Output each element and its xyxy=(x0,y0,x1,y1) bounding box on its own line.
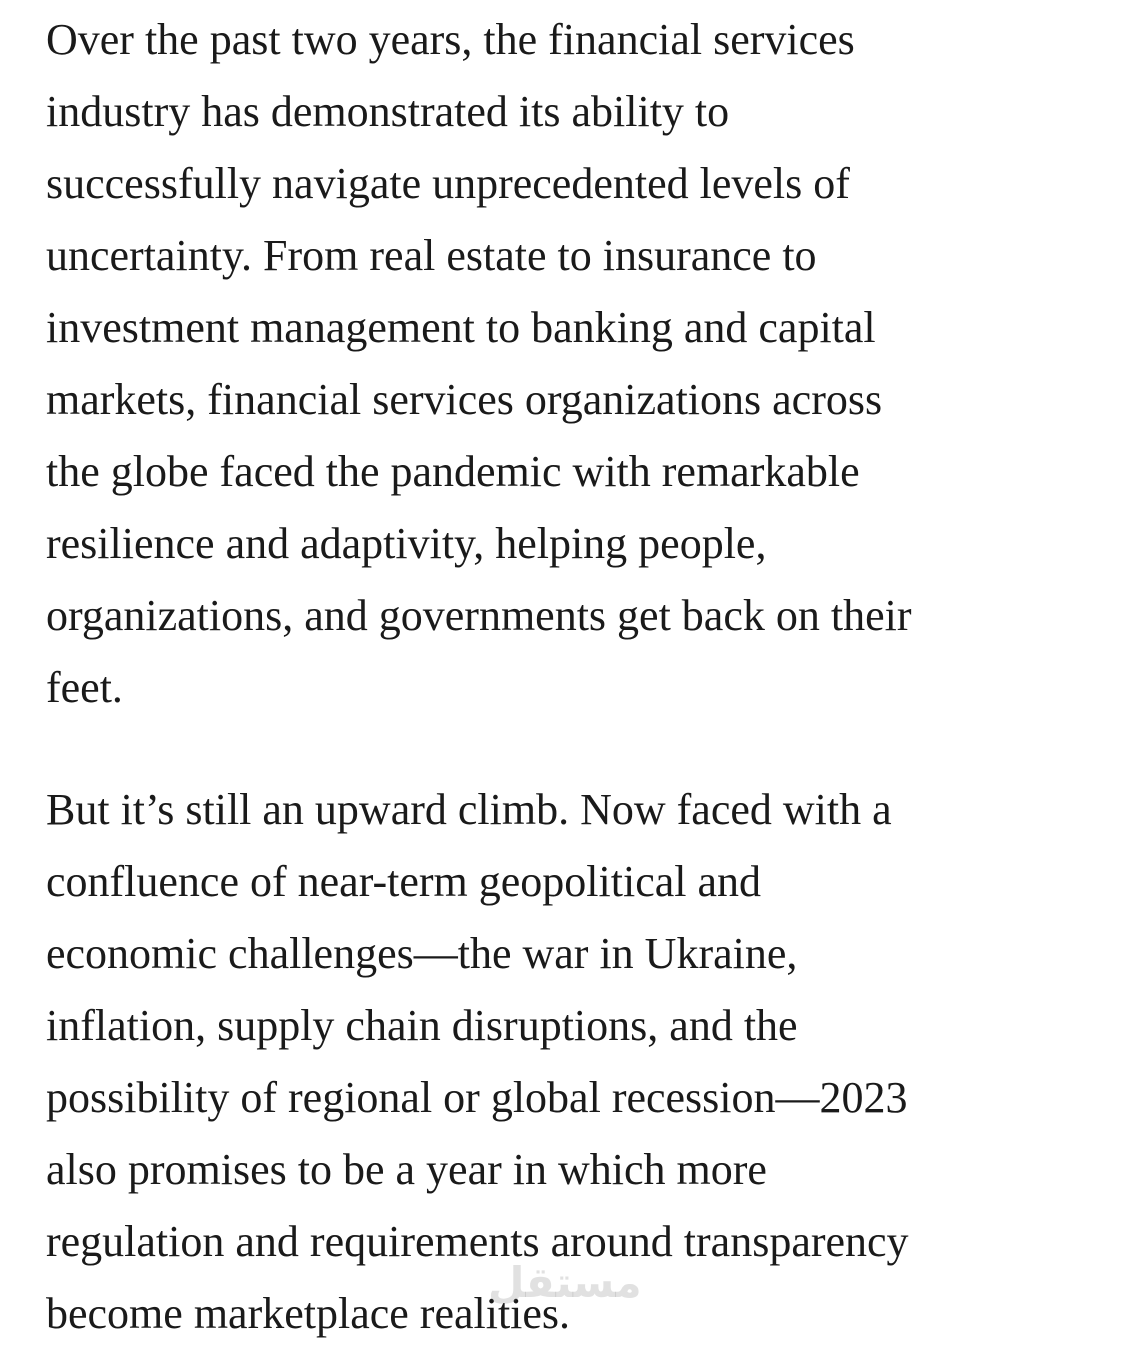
text-line: economic challenges—the war in Ukraine, xyxy=(46,929,798,978)
paragraph-2 xyxy=(46,774,1086,1350)
text-line: successfully navigate unprecedented levels of xyxy=(46,159,850,208)
text-line: inflation, supply chain disruptions, and the xyxy=(46,1001,798,1050)
text-line: resilience and adaptivity, helping people, xyxy=(46,519,767,568)
text-line: uncertainty. From real estate to insurance to xyxy=(46,231,817,280)
text-line: become marketplace realities. xyxy=(46,1289,571,1338)
text-line: possibility of regional or global recession—2023 xyxy=(46,1073,908,1122)
text-line: markets, financial services organizations across xyxy=(46,375,883,424)
article-body xyxy=(46,0,1086,1350)
text-line: regulation and requirements around transparency xyxy=(46,1217,909,1266)
text-line: organizations, and governments get back on their xyxy=(46,591,912,640)
text-line: But it’s still an upward climb. Now faced with a xyxy=(46,785,892,834)
paragraph-1 xyxy=(46,0,1086,724)
text-line: Over the past two years, the financial services xyxy=(46,15,855,64)
text-line: investment management to banking and capital xyxy=(46,303,876,352)
text-line: the globe faced the pandemic with remarkable xyxy=(46,447,860,496)
text-line: confluence of near-term geopolitical and xyxy=(46,857,761,906)
text-line: also promises to be a year in which more xyxy=(46,1145,767,1194)
text-line: feet. xyxy=(46,663,123,712)
watermark-logo: مستقل xyxy=(488,1258,642,1307)
text-line: industry has demonstrated its ability to xyxy=(46,87,730,136)
